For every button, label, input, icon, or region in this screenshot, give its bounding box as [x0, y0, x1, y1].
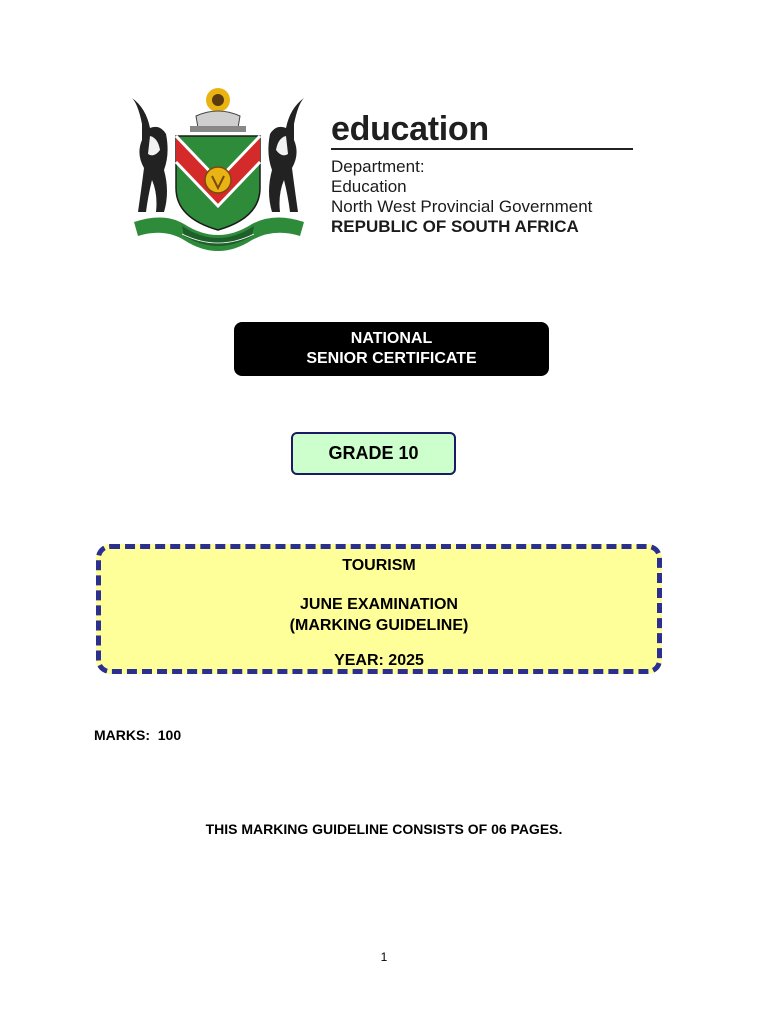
coat-of-arms-icon — [124, 84, 312, 260]
education-wordmark: education — [331, 110, 489, 148]
exam-title — [101, 594, 657, 636]
grade-badge: GRADE 10 — [291, 432, 456, 475]
exam-title-line-2: (MARKING GUIDELINE) — [289, 617, 469, 634]
subject-title: TOURISM — [342, 557, 416, 574]
exam-title-line-1: JUNE EXAMINATION — [300, 596, 458, 613]
certificate-banner — [234, 322, 549, 376]
department-header — [331, 110, 636, 237]
department-name: Education — [331, 177, 407, 196]
exam-info-box — [96, 544, 662, 674]
republic-name: REPUBLIC OF SOUTH AFRICA — [331, 217, 579, 236]
page-count-note: THIS MARKING GUIDELINE CONSISTS OF 06 PAGES. — [205, 821, 563, 837]
department-label: Department: — [331, 157, 425, 176]
certificate-line-1: NATIONAL — [350, 330, 433, 347]
provincial-government: North West Provincial Government — [331, 197, 593, 216]
certificate-line-2: SENIOR CERTIFICATE — [306, 350, 477, 367]
page-number: 1 — [380, 950, 388, 964]
total-marks: MARKS: 100 — [94, 727, 182, 743]
header-rule — [331, 148, 633, 150]
exam-year: YEAR: 2025 — [334, 652, 424, 669]
